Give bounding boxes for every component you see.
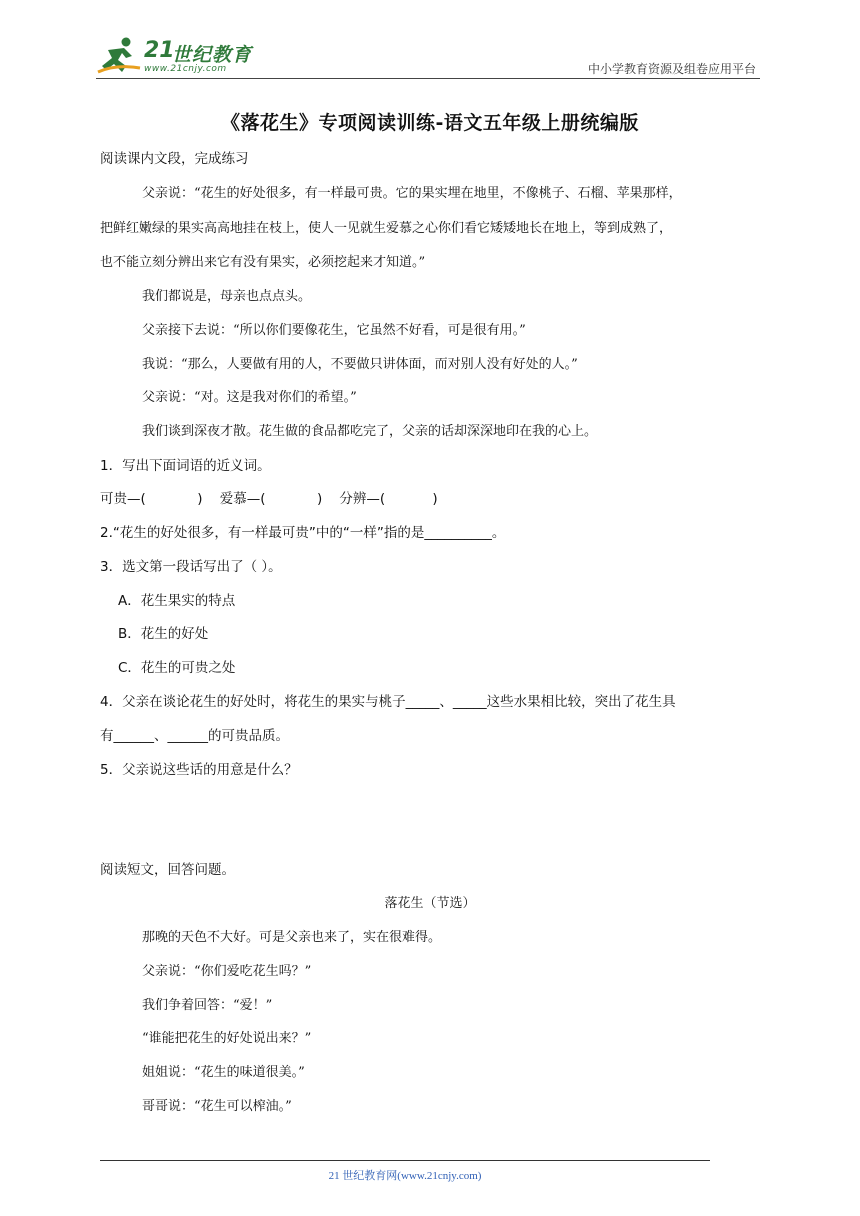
passage1-paragraph: 我们都说是，母亲也点点头。 bbox=[142, 289, 312, 304]
platform-label: 中小学教育资源及组卷应用平台 bbox=[587, 62, 756, 76]
passage2-title: 落花生（节选） bbox=[384, 896, 476, 911]
question-3-option-c: C．花生的可贵之处 bbox=[118, 660, 236, 676]
passage2-paragraph: 姐姐说：“花生的味道很美。” bbox=[142, 1065, 305, 1080]
passage2-paragraph: 父亲说：“你们爱吃花生吗？” bbox=[142, 964, 312, 979]
runner-icon bbox=[96, 36, 142, 76]
footer-link[interactable]: 21 世纪教育网(www.21cnjy.com) bbox=[328, 1170, 482, 1182]
page-header bbox=[96, 36, 760, 80]
passage2-paragraph: 哥哥说：“花生可以榨油。” bbox=[142, 1099, 292, 1114]
question-1: 1．写出下面词语的近义词。 bbox=[100, 458, 271, 474]
question-5: 5．父亲说这些话的用意是什么？ bbox=[100, 762, 298, 778]
header-divider bbox=[96, 78, 760, 79]
section1-instruction: 阅读课内文段，完成练习 bbox=[100, 151, 249, 167]
passage1-paragraph: 父亲接下去说：“所以你们要像花生，它虽然不好看，可是很有用。” bbox=[142, 323, 526, 338]
passage2-paragraph: 那晚的天色不大好。可是父亲也来了，实在很难得。 bbox=[142, 930, 442, 945]
logo-url: www.21cnjy.com bbox=[144, 64, 227, 74]
question-1-items: 可贵—( ) 爱慕—( ) 分辨—( ) bbox=[100, 491, 438, 507]
site-logo bbox=[96, 36, 266, 78]
question-4-line1: 4．父亲在谈论花生的好处时，将花生的果实与桃子_____、_____这些水果相比较，突出了花生具 bbox=[100, 694, 676, 710]
passage1-paragraph: 我说：“那么，人要做有用的人，不要做只讲体面，而对别人没有好处的人。” bbox=[142, 357, 578, 372]
question-4-line2: 有______、______的可贵品质。 bbox=[100, 728, 289, 744]
question-3-option-b: B．花生的好处 bbox=[118, 626, 209, 642]
passage1-paragraph: 父亲说：“对。这是我对你们的希望。” bbox=[142, 390, 357, 405]
logo-text: 世纪教育 bbox=[172, 44, 253, 66]
section2-instruction: 阅读短文，回答问题。 bbox=[100, 862, 235, 878]
page-title: 《落花生》专项阅读训练-语文五年级上册统编版 bbox=[221, 112, 639, 134]
passage1-paragraph: 也不能立刻分辨出来它有没有果实，必须挖起来才知道。” bbox=[100, 255, 426, 270]
passage1-paragraph: 我们谈到深夜才散。花生做的食品都吃完了，父亲的话却深深地印在我的心上。 bbox=[142, 424, 598, 439]
question-3: 3．选文第一段话写出了（ ）。 bbox=[100, 559, 282, 575]
footer-divider bbox=[100, 1160, 710, 1161]
question-3-option-a: A．花生果实的特点 bbox=[118, 593, 236, 609]
question-2: 2.“花生的好处很多，有一样最可贵”中的“一样”指的是__________。 bbox=[100, 525, 506, 541]
passage1-paragraph: 父亲说：“花生的好处很多，有一样最可贵。它的果实埋在地里，不像桃子、石榴、苹果那样， bbox=[142, 186, 682, 201]
passage2-paragraph: 我们争着回答：“爱！” bbox=[142, 998, 273, 1013]
passage2-paragraph: “谁能把花生的好处说出来？” bbox=[142, 1031, 312, 1046]
logo-number: 21 bbox=[144, 38, 175, 63]
passage1-paragraph: 把鲜红嫩绿的果实高高地挂在枝上，使人一见就生爱慕之心你们看它矮矮地长在地上，等到成熟了， bbox=[100, 221, 673, 236]
